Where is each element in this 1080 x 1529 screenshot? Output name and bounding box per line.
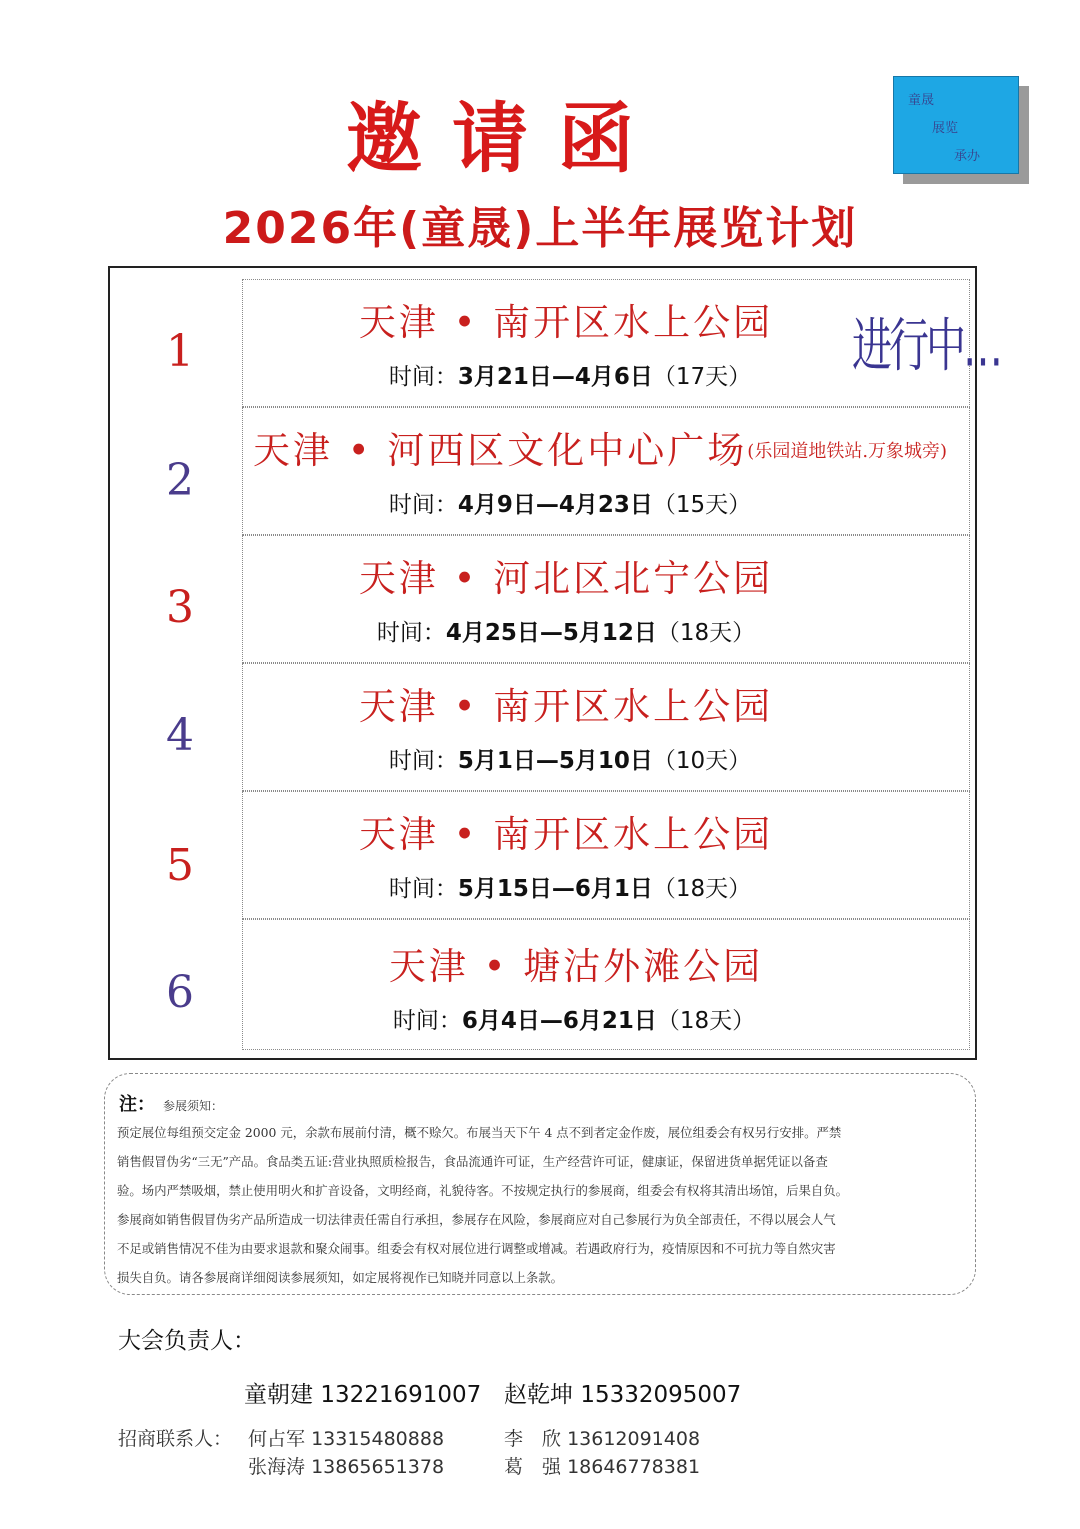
event-time bbox=[203, 614, 929, 647]
time-duration: （18天） bbox=[652, 876, 752, 902]
notes-line: 不足或销售情况不佳为由要求退款和聚众闹事。组委会有权对展位进行调整或增减。若遇政府行为，疫情原因和不可抗力等自然灾害 bbox=[117, 1241, 836, 1256]
leader-contact bbox=[504, 1376, 741, 1409]
time-label: 时间： bbox=[376, 620, 446, 646]
notes-heading: 参展须知： bbox=[163, 1099, 224, 1113]
sales-name: 李 欣 bbox=[504, 1428, 562, 1450]
time-dates: 4月25日—5月12日 bbox=[445, 620, 657, 646]
notes-line: 参展商如销售假冒伪劣产品所造成一切法律责任需自行承担，参展存在风险，参展商应对自己参展行为负全部责任，不得以展会人气 bbox=[117, 1212, 836, 1227]
sales-name: 何占军 bbox=[248, 1428, 306, 1450]
time-dates: 6月4日—6月21日 bbox=[461, 1008, 657, 1034]
event-time bbox=[207, 742, 933, 775]
venue-name: 天津 • 河北区北宁公园 bbox=[358, 557, 774, 600]
notes-header bbox=[119, 1090, 223, 1116]
schedule-number-1: 1 bbox=[166, 326, 194, 377]
schedule-number-6: 6 bbox=[166, 967, 194, 1018]
invitation-title: 邀请函 bbox=[346, 94, 664, 183]
sales-contact bbox=[248, 1452, 444, 1479]
notes-line: 验。场内严禁吸烟，禁止使用明火和扩音设备，文明经商，礼貌待客。不按规定执行的参展商，组委会有权将其清出场馆，后果自负。 bbox=[117, 1183, 849, 1198]
leader-name: 童朝建 bbox=[244, 1382, 313, 1408]
plan-subtitle: 2026年(童晟)上半年展览计划 bbox=[222, 203, 858, 254]
venue-name: 天津 • 南开区水上公园 bbox=[358, 685, 774, 728]
time-duration: （15天） bbox=[652, 492, 752, 518]
sales-phone: 18646778381 bbox=[567, 1456, 701, 1478]
sales-contacts-label: 招商联系人： bbox=[118, 1428, 233, 1450]
schedule-row bbox=[242, 407, 970, 535]
time-duration: （18天） bbox=[656, 620, 756, 646]
event-time bbox=[211, 1002, 937, 1035]
sales-phone: 13315480888 bbox=[311, 1428, 445, 1450]
venue-note: (乐园道地铁站.万象城旁) bbox=[747, 441, 948, 462]
notes-line: 损失自负。请各参展商详细阅读参展须知，如定展将视作已知晓并同意以上条款。 bbox=[117, 1270, 564, 1285]
schedule-row bbox=[242, 919, 970, 1050]
sales-phone: 13865651378 bbox=[311, 1456, 445, 1478]
event-time bbox=[207, 870, 933, 903]
in-progress-stamp: 进行中… bbox=[852, 313, 1000, 380]
logo-text-1: 童晟 bbox=[908, 93, 935, 108]
sales-name: 葛 强 bbox=[504, 1456, 562, 1478]
organizer-logo bbox=[893, 76, 1019, 174]
logo-text-2: 展览 bbox=[932, 121, 959, 136]
sales-name: 张海涛 bbox=[248, 1456, 306, 1478]
leader-phone: 15332095007 bbox=[580, 1382, 742, 1408]
schedule-number-3: 3 bbox=[166, 582, 194, 633]
time-dates: 5月15日—6月1日 bbox=[457, 876, 653, 902]
venue-name: 天津 • 南开区水上公园 bbox=[358, 301, 774, 344]
event-time bbox=[207, 486, 933, 519]
schedule-number-2: 2 bbox=[166, 455, 194, 506]
sales-phone: 13612091408 bbox=[567, 1428, 701, 1450]
notes-line: 销售假冒伪劣“三无”产品。食品类五证:营业执照质检报告，食品流通许可证，生产经营许可证，健康证，保留进货单据凭证以备查 bbox=[117, 1154, 828, 1169]
venue-name: 天津 • 塘沽外滩公园 bbox=[388, 945, 764, 988]
notes-box bbox=[104, 1073, 976, 1295]
contacts-heading: 大会负责人： bbox=[118, 1328, 256, 1354]
time-label: 时间： bbox=[388, 364, 458, 390]
time-label: 时间： bbox=[388, 748, 458, 774]
event-time bbox=[207, 358, 933, 391]
sales-contact bbox=[504, 1452, 700, 1479]
notes-label: 注： bbox=[119, 1094, 155, 1115]
time-duration: （18天） bbox=[656, 1008, 756, 1034]
schedule-number-4: 4 bbox=[166, 710, 194, 761]
schedule-row bbox=[242, 791, 970, 919]
venue-name: 天津 • 南开区水上公园 bbox=[358, 813, 774, 856]
time-label: 时间： bbox=[388, 492, 458, 518]
venue-name bbox=[237, 420, 963, 474]
time-duration: （10天） bbox=[652, 748, 752, 774]
sales-contact bbox=[248, 1424, 444, 1451]
time-dates: 4月9日—4月23日 bbox=[457, 492, 653, 518]
leader-phone: 13221691007 bbox=[320, 1382, 482, 1408]
schedule-row bbox=[242, 663, 970, 791]
leader-contact bbox=[244, 1376, 481, 1409]
schedule-row bbox=[242, 535, 970, 663]
time-dates: 5月1日—5月10日 bbox=[457, 748, 653, 774]
schedule-number-5: 5 bbox=[166, 840, 194, 891]
time-label: 时间： bbox=[392, 1008, 462, 1034]
notes-body bbox=[117, 1118, 963, 1292]
logo-text-3: 承办 bbox=[954, 149, 981, 164]
notes-line: 预定展位每组预交定金 2000 元，余款布展前付清，概不赊欠。布展当天下午 4 点不到者定金作废，展位组委会有权另行安排。严禁 bbox=[117, 1125, 842, 1140]
time-dates: 3月21日—4月6日 bbox=[457, 364, 653, 390]
leader-name: 赵乾坤 bbox=[504, 1382, 573, 1408]
sales-contact bbox=[504, 1424, 700, 1451]
time-duration: （17天） bbox=[652, 364, 752, 390]
venue-title: 天津 • 河西区文化中心广场 bbox=[252, 429, 748, 472]
time-label: 时间： bbox=[388, 876, 458, 902]
